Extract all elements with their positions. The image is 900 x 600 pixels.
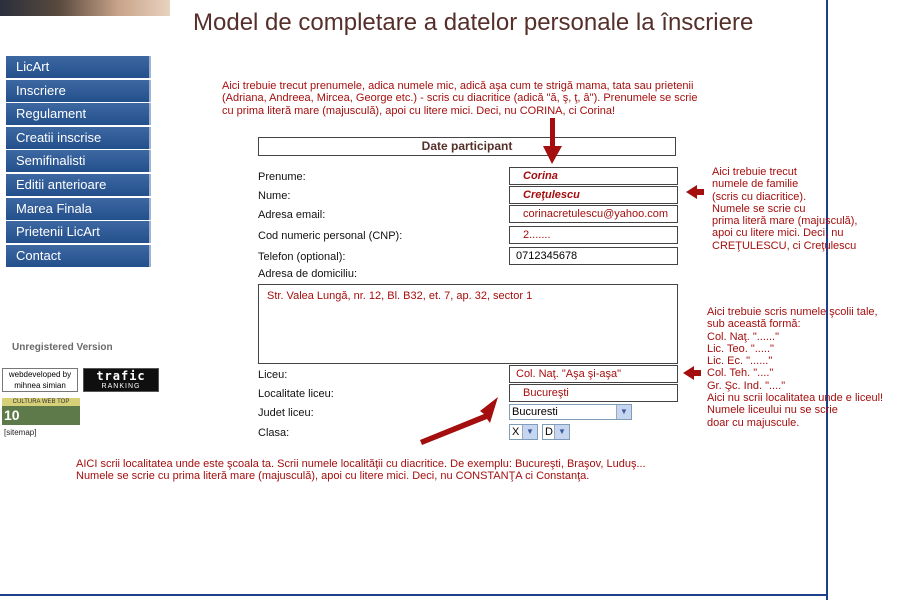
- note-nume-line: numele de familie: [712, 178, 799, 191]
- note-liceu-line: Aici trebuie scris numele şcolii tale,: [707, 306, 878, 318]
- note-localitate-line: AICI scrii localitatea unde este şcoala ta. Scrii numele localităţii cu diacritice. De exemplu: Bucureşti, Braşov, Luduş...: [76, 458, 646, 470]
- arrow-left-icon: [686, 185, 704, 199]
- judet-liceu-select[interactable]: [509, 404, 632, 420]
- note-localitate: [76, 458, 646, 483]
- badge-top-number: 10: [4, 407, 20, 423]
- note-prenume: [222, 80, 698, 117]
- sidebar-item-creatii-inscrise[interactable]: Creatii inscrise: [6, 127, 151, 149]
- nume-label: Nume:: [258, 190, 291, 202]
- judet-liceu-label: Judet liceu:: [258, 407, 314, 419]
- email-input[interactable]: corinacretulescu@yahoo.com: [509, 205, 678, 223]
- arrow-diagonal-icon: [420, 397, 498, 445]
- cnp-input[interactable]: 2.......: [509, 226, 678, 244]
- prenume-label: Prenume:: [258, 171, 306, 183]
- chevron-down-icon: ▼: [522, 425, 537, 439]
- cultura-web-top-badge[interactable]: [2, 398, 80, 425]
- chevron-down-icon: ▼: [554, 425, 569, 439]
- sidebar-item-licart[interactable]: LicArt: [6, 56, 151, 78]
- sidebar-nav: [6, 56, 151, 268]
- note-liceu-line: Col. Teh. "....": [707, 367, 774, 380]
- liceu-label: Liceu:: [258, 369, 288, 381]
- clasa-value: X: [512, 426, 520, 438]
- note-liceu-line: Gr. Şc. Ind. "....": [707, 379, 786, 392]
- localitate-liceu-label: Localitate liceu:: [258, 388, 334, 400]
- header-photo: [0, 0, 170, 16]
- telefon-input[interactable]: 0712345678: [509, 247, 678, 265]
- badge-trafic-line2: RANKING: [101, 383, 141, 390]
- adresa-label: Adresa de domiciliu:: [258, 268, 358, 280]
- badge-dev-line1: webdeveloped by: [8, 370, 72, 379]
- liceu-input[interactable]: Col. Naţ. "Aşa şi-aşa": [509, 365, 678, 383]
- frame-border-bottom: [0, 594, 828, 596]
- unregistered-version-label: Unregistered Version: [12, 342, 113, 353]
- email-label: Adresa email:: [258, 209, 326, 221]
- cnp-label: Cod numeric personal (CNP):: [258, 230, 403, 242]
- note-nume-line: Numele se scrie cu: [712, 202, 806, 215]
- note-liceu-line: Lic. Ec. "......": [707, 355, 773, 368]
- sidebar-item-regulament[interactable]: Regulament: [6, 103, 151, 125]
- note-liceu-line: Col. Naţ. "......": [707, 330, 779, 343]
- clasa-select[interactable]: [509, 424, 538, 440]
- note-prenume-line: (Adriana, Andreea, Mircea, George etc.) - scris cu diacritice (adică "ă, ş, ţ, â"). Prenumele se scrie: [222, 92, 698, 105]
- note-nume-line: CREŢULESCU, ci Creţulescu: [712, 239, 857, 252]
- note-nume-line: (scris cu diacritice).: [712, 190, 807, 203]
- clasa-letter-select[interactable]: [542, 424, 570, 440]
- sidebar-item-contact[interactable]: Contact: [6, 245, 151, 267]
- note-liceu-line: sub această formă:: [707, 318, 801, 331]
- frame-border-right: [826, 0, 828, 600]
- nume-input[interactable]: Creţulescu: [509, 186, 678, 204]
- arrow-left-icon: [683, 366, 701, 380]
- note-prenume-line: Aici trebuie trecut prenumele, adica numele mic, adică aşa cum te strigă mama, tata sau prietenii: [222, 80, 694, 92]
- sidebar-item-inscriere[interactable]: Inscriere: [6, 80, 151, 102]
- chevron-down-icon: ▼: [616, 405, 631, 419]
- note-nume: [712, 166, 857, 252]
- sidebar-item-semifinalisti[interactable]: Semifinalisti: [6, 150, 151, 172]
- clasa-label: Clasa:: [258, 427, 290, 439]
- prenume-input[interactable]: Corina: [509, 167, 678, 185]
- sidebar-item-editii-anterioare[interactable]: Editii anterioare: [6, 174, 151, 196]
- badge-top-head: CULTURA WEB TOP: [2, 398, 80, 406]
- clasa-letter-value: D: [545, 426, 553, 438]
- note-liceu-line: Lic. Teo. ".....": [707, 342, 774, 355]
- note-liceu-line: Aici nu scrii localitatea unde e liceul!: [707, 392, 884, 405]
- localitate-liceu-input[interactable]: Bucureşti: [509, 384, 678, 402]
- note-nume-line: Aici trebuie trecut: [712, 166, 797, 178]
- note-prenume-line: cu prima literă mare (majusculă), apoi cu litere mici. Deci, nu CORINA, ci Corina!: [222, 104, 616, 117]
- telefon-label: Telefon (optional):: [258, 251, 346, 263]
- adresa-textarea[interactable]: Str. Valea Lungă, nr. 12, Bl. B32, et. 7, ap. 32, sector 1: [258, 284, 678, 364]
- sidebar-item-marea-finala[interactable]: Marea Finala: [6, 198, 151, 220]
- note-nume-line: prima literă mare (majusculă),: [712, 215, 858, 228]
- webdeveloped-badge[interactable]: [2, 368, 78, 392]
- sidebar-item-prietenii-licart[interactable]: Prietenii LicArt: [6, 221, 151, 243]
- sitemap-link[interactable]: [sitemap]: [4, 428, 37, 437]
- note-liceu-line: doar cu majuscule.: [707, 416, 800, 429]
- badge-dev-line2: mihnea simian: [14, 381, 66, 390]
- judet-liceu-value: Bucuresti: [512, 406, 558, 418]
- note-nume-line: apoi cu litere mici. Deci, nu: [712, 227, 844, 240]
- note-liceu: [707, 306, 883, 429]
- trafic-ranking-badge[interactable]: [83, 368, 159, 392]
- note-liceu-line: Numele liceului nu se scrie: [707, 404, 838, 417]
- note-localitate-line: Numele se scrie cu prima literă mare (majusculă), apoi cu litere mici. Deci, nu CONSTANŢA ci Constanţa.: [76, 470, 590, 483]
- form-header: Date participant: [258, 137, 676, 156]
- page-title: Model de completare a datelor personale la înscriere: [193, 9, 754, 36]
- badge-trafic-line1: trafic: [96, 369, 146, 383]
